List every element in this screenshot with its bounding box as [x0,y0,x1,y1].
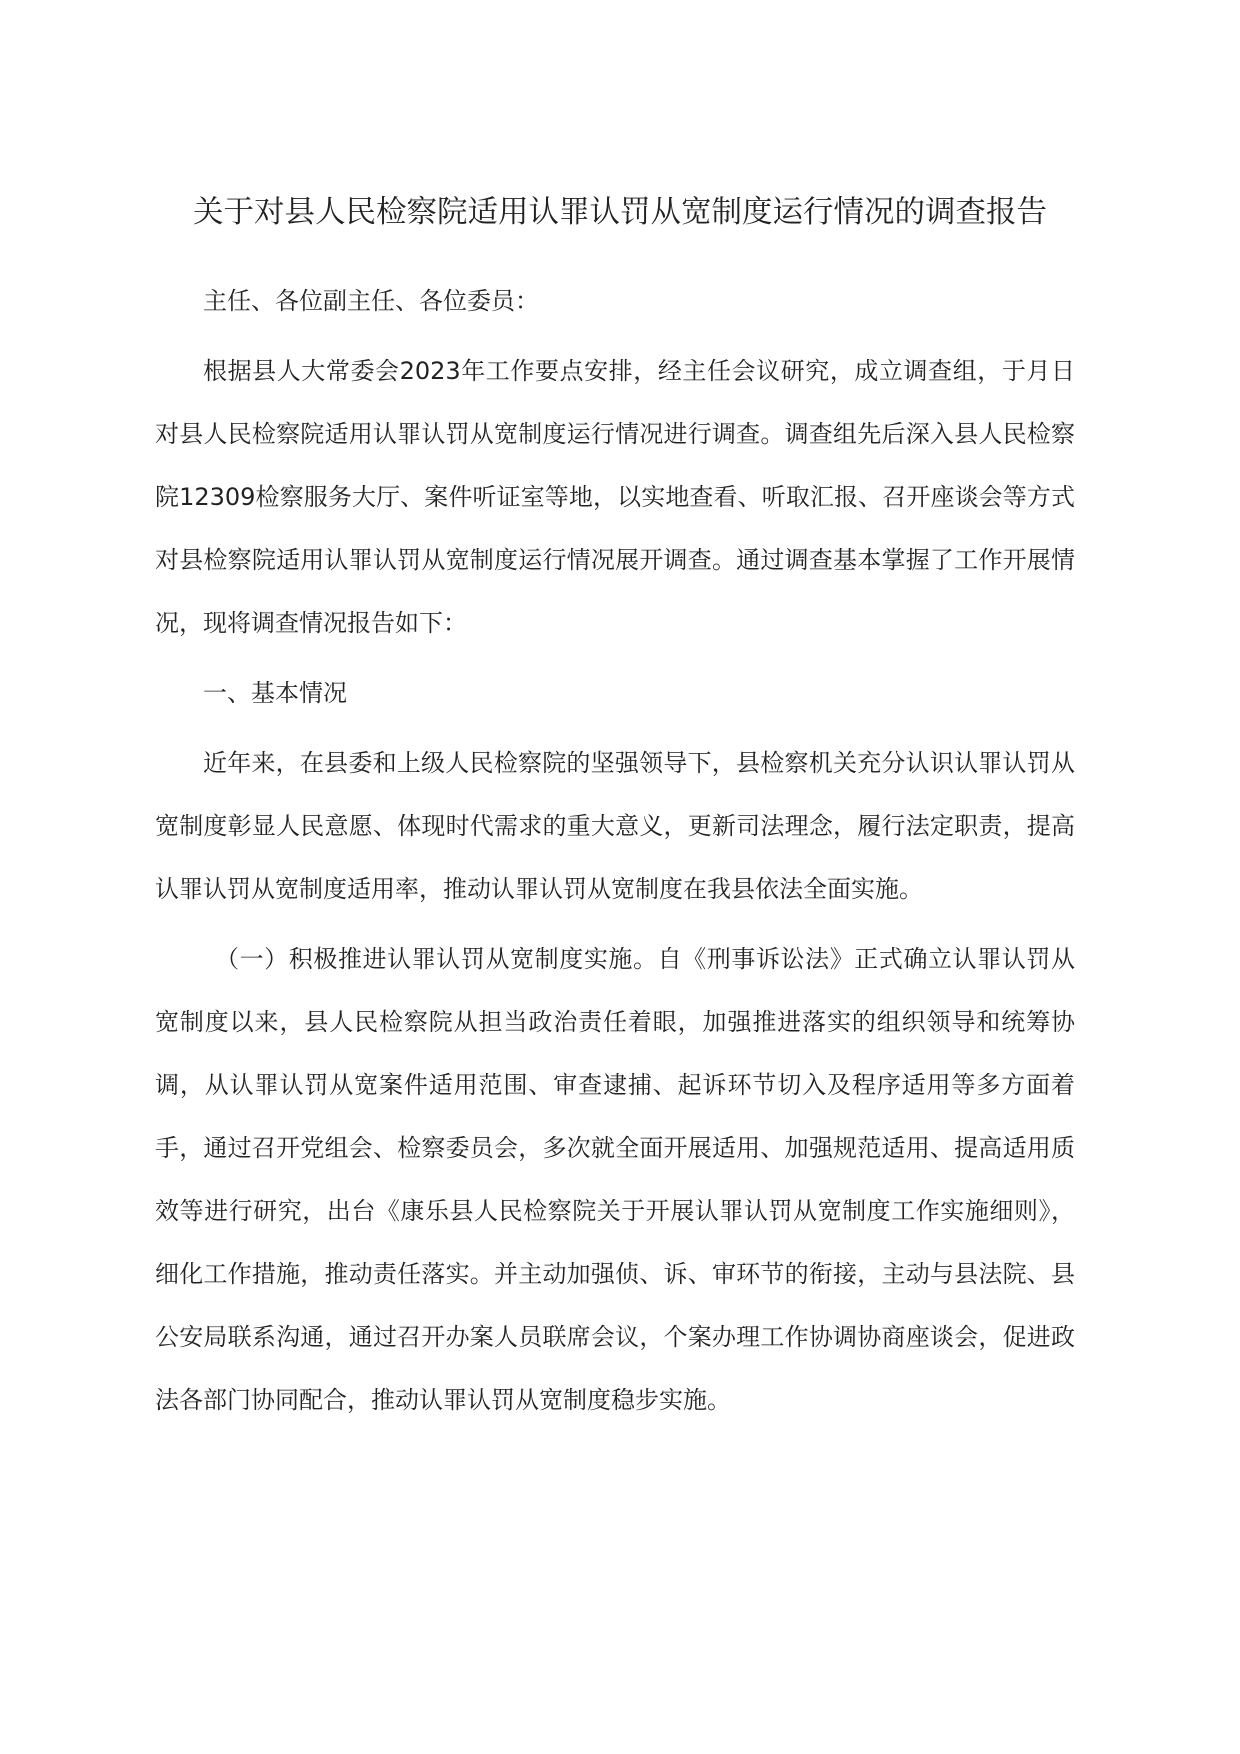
paragraph-intro: 根据县人大常委会2023年工作要点安排，经主任会议研究，成立调查组，于月日对县人民检察院适用认罪认罚从宽制度运行情况进行调查。调查组先后深入县人民检察院12309检察服务大厅、案件听证室等地，以实地查看、听取汇报、召开座谈会等方式对县检察院适用认罪认罚从宽制度运行情况展开调查。通过调查基本掌握了工作开展情况，现将调查情况报告如下： [155,357,1075,637]
paragraph-subsection-1: （一）积极推进认罪认罚从宽制度实施。自《刑事诉讼法》正式确立认罪认罚从宽制度以来，县人民检察院从担当政治责任着眼，加强推进落实的组织领导和统筹协调，从认罪认罚从宽案件适用范围、审查逮捕、起诉环节切入及程序适用等多方面着手，通过召开党组会、检察委员会，多次就全面开展适用、加强规范适用、提高适用质效等进行研究，出台《康乐县人民检察院关于开展认罪认罚从宽制度工作实施细则》，细化工作措施，推动责任落实。并主动加强侦、诉、审环节的衔接，主动与县法院、县公安局联系沟通，通过召开办案人员联席会议，个案办理工作协调协商座谈会，促进政法各部门协同配合，推动认罪认罚从宽制度稳步实施。 [155,945,1075,1414]
document-title: 关于对县人民检察院适用认罪认罚从宽制度运行情况的调查报告 [193,195,1047,230]
paragraph-basic-situation: 近年来，在县委和上级人民检察院的坚强领导下，县检察机关充分认识认罪认罚从宽制度彰显人民意愿、体现时代需求的重大意义，更新司法理念，履行法定职责，提高认罪认罚从宽制度适用率，推动认罪认罚从宽制度在我县依法全面实施。 [155,749,1075,903]
document-body [155,270,1075,1432]
salutation: 主任、各位副主任、各位委员： [203,287,539,315]
section-heading-basic-situation: 一、基本情况 [203,679,347,707]
